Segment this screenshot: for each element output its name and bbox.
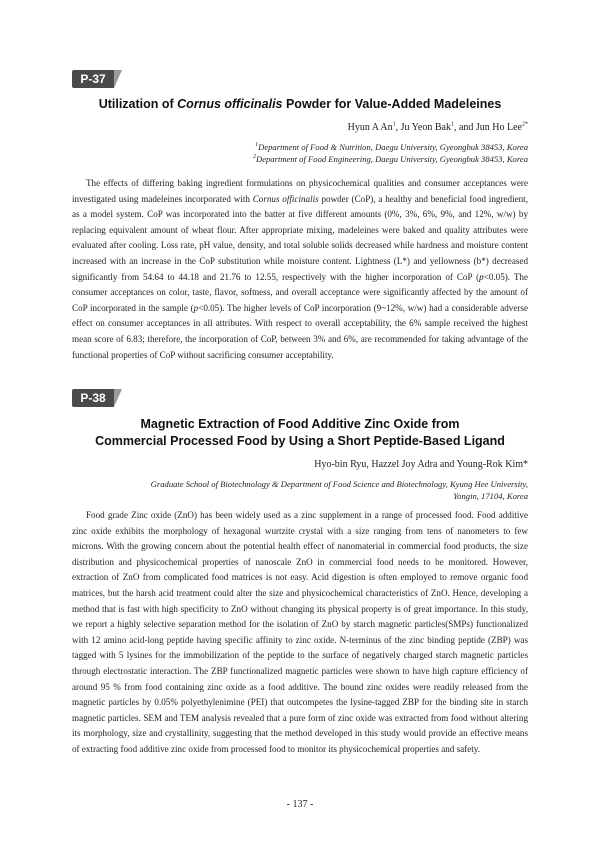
paper-authors-p38: Hyo-bin Ryu, Hazzel Joy Adra and Young-Rok Kim* — [314, 459, 528, 470]
paper-title-p37: Utilization of Cornus officinalis Powder for Value-Added Madeleines — [98, 97, 502, 111]
paper-authors-p37: Hyun A An$^1$, Ju Yeon Bak$^1$, and Jun Ho Lee$^{2*}$ — [347, 121, 528, 133]
badge-tail — [114, 70, 122, 88]
paper-affiliation-p38-1: Graduate School of Biotechnology & Department of Food Science and Biotechnology, Kyung Hee University, — [150, 479, 528, 489]
paper-abstract-p37: The effects of differing baking ingredient formulations on physicochemical qualities and consumer acceptances were investigated using madeleines incorporated with Cornus officinalis powder (CoP), a healthy and beneficial food ingredient, as a model system. CoP was incorporated into the batter at five different amounts (0%, 3%, 6%, 9%, and 12%, w/w) by replacing equivalent amount of wheat flour. After appropriate mixing, madeleines were baked and quality attributes were evaluated after cooling. Loss rate, pH value, density, and total soluble solids decreased while hardness and moisture content increased with an increase in the CoP substitution while moisture content. Lightness (L*) and yellowness (b*) decreased significantly from 54.64 to 44.18 and 21.76 to 12.55, respectively with the higher incorporation of CoP (p<0.05). The consumer acceptances on color, taste, flavor, softness, and overall acceptance were significantly affected by the amount of CoP incorporated in the sample (p<0.05). The higher levels of CoP incorporation (9~12%, w/w) had a considerable adverse effect on consumer acceptances in all attributes. With respect to overall acceptability, the 6% sample received the highest mean score of 6.83; therefore, the incorporation of CoP, between 3% and 6%, are recommended for taking advantage of the functional properties of CoP without sacrificing consumer acceptability. — [72, 178, 528, 360]
paper-abstract-p38: Food grade Zinc oxide (ZnO) has been widely used as a zinc supplement in a range of processed food. Food additive zinc oxide exhibits the morphology of hexagonal wurtzite crystal with a size ranging from tens of nanometers to few microns. With the growing concern about the potential health effect of nanomaterial in commercial food products, the size distribution and physicochemical properties of nanoscale ZnO in commercial food needs to be monitored. However, extraction of ZnO from complicated food matrices is not easy. Acid digestion is often employed to remove organic food matrices, but the harsh acid treatment could alter the size and physicochemical characteristics of ZnO. Hence, developing a method that is fast with high specificity to ZnO without changing its physical property is of great importance. In this study, we report a highly selective separation method for the isolation of ZnO by starch magnetic particles(SMPs) functionalized with 12 amino acid-long peptide having specific affinity to zinc oxide. N-terminus of the zinc binding peptide (ZBP) was tagged with 5 lysines for the immobilization of the peptide to the surface of negatively charged starch magnetic particles through electrostatic interaction. The ZBP functionalized magnetic particles were shown to have high capture efficiency of around 95 % from food containing zinc oxide as a food additive. The bound zinc oxides were readily released from the magnetic particles by 0.05% polyethylenimine (PEI) that outcompetes the lysine-tagged ZBP for the binding site in starch magnetic particles. SEM and TEM analysis revealed that a pure form of zinc oxide was extracted from food without altering its morphology, size and crystallinity, suggesting that the method developed in this study would provide an effective means of extracting food additive zinc oxide from processed food to monitor its physicochemical properties and safety. — [72, 510, 528, 754]
page-number: - 137 - — [286, 799, 314, 810]
paper-title-p38: Magnetic Extraction of Food Additive Zinc Oxide from Commercial Processed Food by Using a Short Peptide-Based Ligand — [95, 417, 505, 448]
paper-affiliation-p38-2: Yongin, 17104, Korea — [453, 491, 528, 501]
paper-affiliation-p37-1: $^1$Department of Food & Nutrition, Daegu University, Gyeongbuk 38453, Korea — [255, 142, 528, 152]
paper-badge-p38 — [72, 389, 120, 407]
badge-tail — [114, 389, 122, 407]
paper-badge-p37 — [72, 70, 120, 88]
author-name: and Jun Ho Lee — [458, 122, 522, 133]
badge-label: P-38 — [72, 389, 114, 407]
author-name: Ju Yeon Bak — [400, 122, 451, 133]
paper-affiliation-p37-2: $^2$Department of Food Engineering, Daegu University, Gyeongbuk 38453, Korea — [252, 154, 528, 164]
badge-label: P-37 — [72, 70, 114, 88]
author-name: Hyun A An — [347, 122, 393, 133]
